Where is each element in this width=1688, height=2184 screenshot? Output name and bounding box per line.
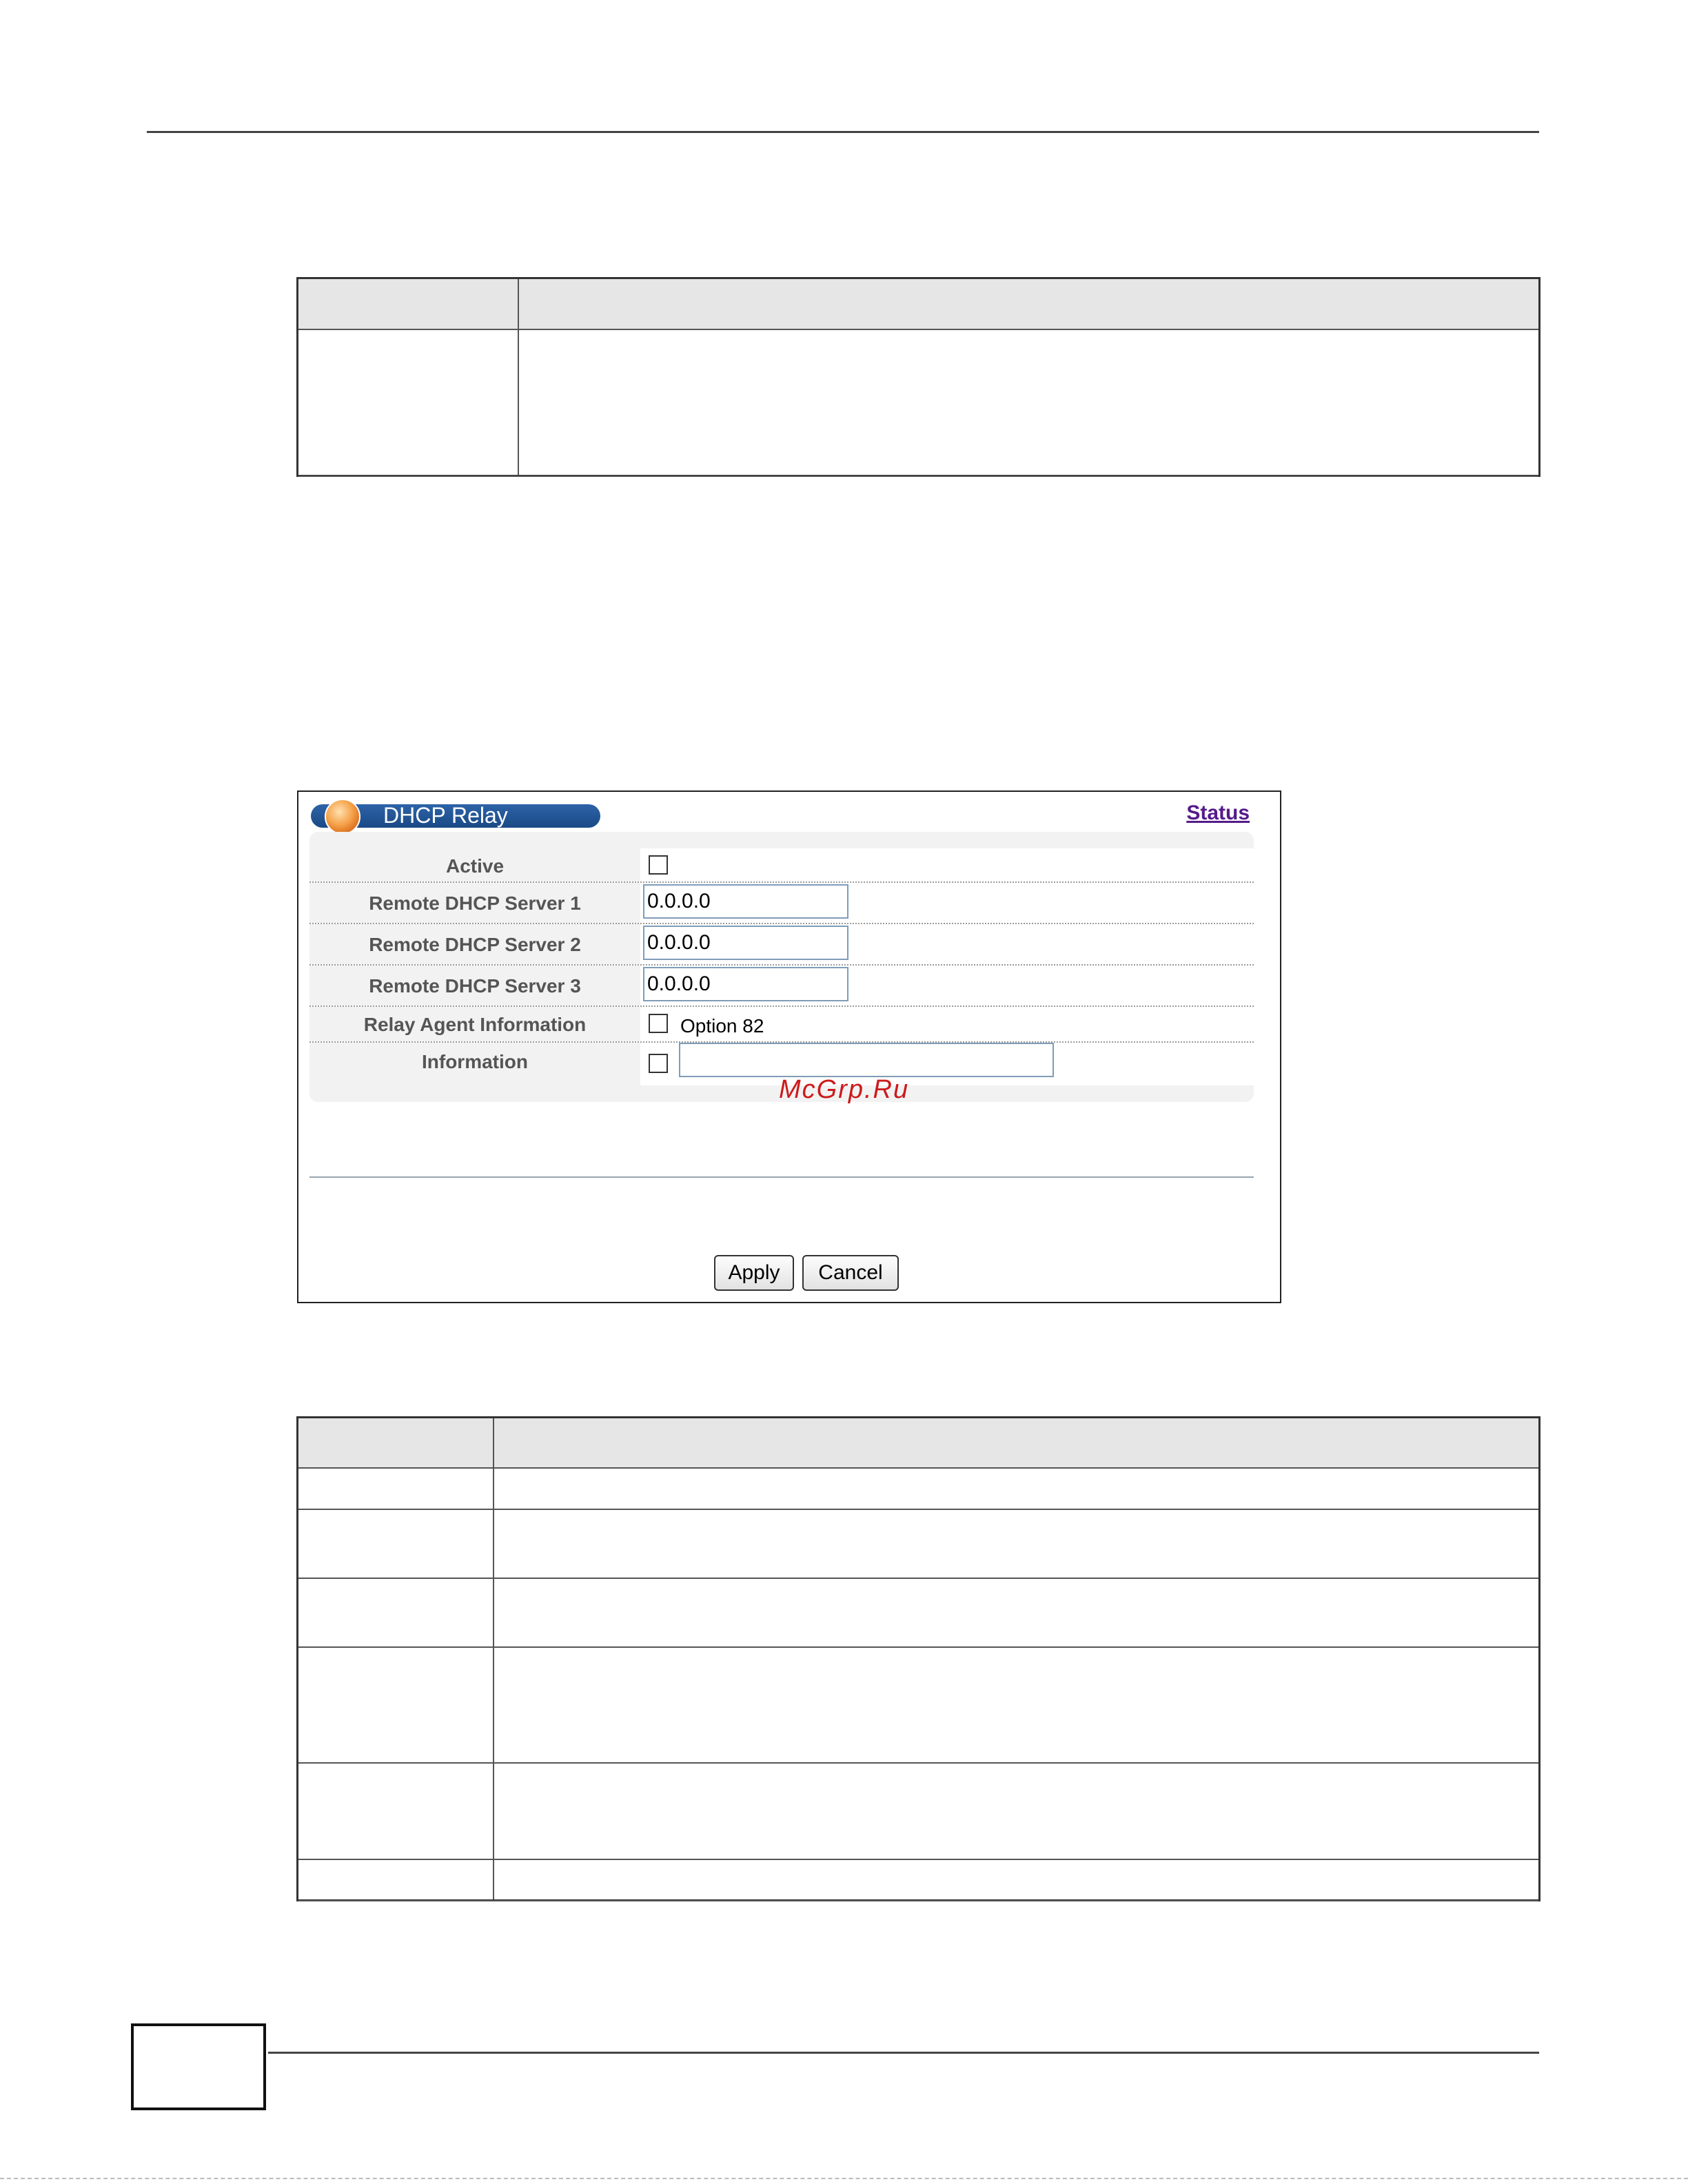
remote-server-2-label: Remote DHCP Server 2	[369, 934, 581, 955]
active-checkbox[interactable]	[649, 855, 668, 875]
table-row	[298, 1648, 1538, 1764]
table-row	[298, 1510, 1538, 1579]
table-row	[298, 1764, 1538, 1860]
row-remote-server-1	[309, 883, 1254, 924]
button-separator	[309, 1176, 1254, 1178]
option82-label: Option 82	[680, 1015, 764, 1037]
table-header-row	[298, 1418, 1538, 1469]
status-link[interactable]: Status	[1186, 802, 1250, 824]
column-divider	[518, 279, 519, 475]
option82-checkbox[interactable]	[649, 1014, 668, 1033]
column-divider	[493, 1418, 494, 1899]
watermark: McGrp.Ru	[779, 1075, 910, 1104]
cancel-button[interactable]: Cancel	[802, 1255, 899, 1291]
remote-server-3-input[interactable]	[643, 967, 848, 1001]
row-relay-agent-info	[309, 1007, 1254, 1043]
table-header-row	[298, 279, 1538, 330]
table-row	[298, 1579, 1538, 1648]
active-label: Active	[445, 855, 505, 877]
relay-agent-info-label: Relay Agent Information	[363, 1014, 587, 1035]
bottom-table	[296, 1416, 1540, 1901]
screen-title: DHCP Relay	[383, 803, 508, 828]
remote-server-1-input[interactable]	[643, 884, 848, 919]
table-row	[298, 330, 1538, 477]
header-rule	[147, 131, 1539, 133]
remote-server-3-label: Remote DHCP Server 3	[369, 975, 581, 997]
table-row	[298, 1860, 1538, 1901]
footer-rule	[268, 2052, 1539, 2054]
table-row	[298, 1469, 1538, 1510]
remote-server-1-label: Remote DHCP Server 1	[369, 892, 581, 914]
remote-server-2-input[interactable]	[643, 926, 848, 960]
apply-button[interactable]: Apply	[714, 1255, 794, 1291]
row-remote-server-3	[309, 966, 1254, 1007]
orange-orb-icon	[325, 799, 360, 835]
row-remote-server-2	[309, 924, 1254, 966]
information-input[interactable]	[679, 1043, 1054, 1077]
page-edge-rule	[0, 2178, 1688, 2179]
row-active	[309, 848, 1254, 883]
page-number-box	[131, 2023, 266, 2110]
dhcp-relay-screen	[297, 790, 1281, 1303]
top-table	[296, 277, 1540, 477]
information-checkbox[interactable]	[649, 1054, 668, 1073]
information-label: Information	[422, 1051, 528, 1072]
